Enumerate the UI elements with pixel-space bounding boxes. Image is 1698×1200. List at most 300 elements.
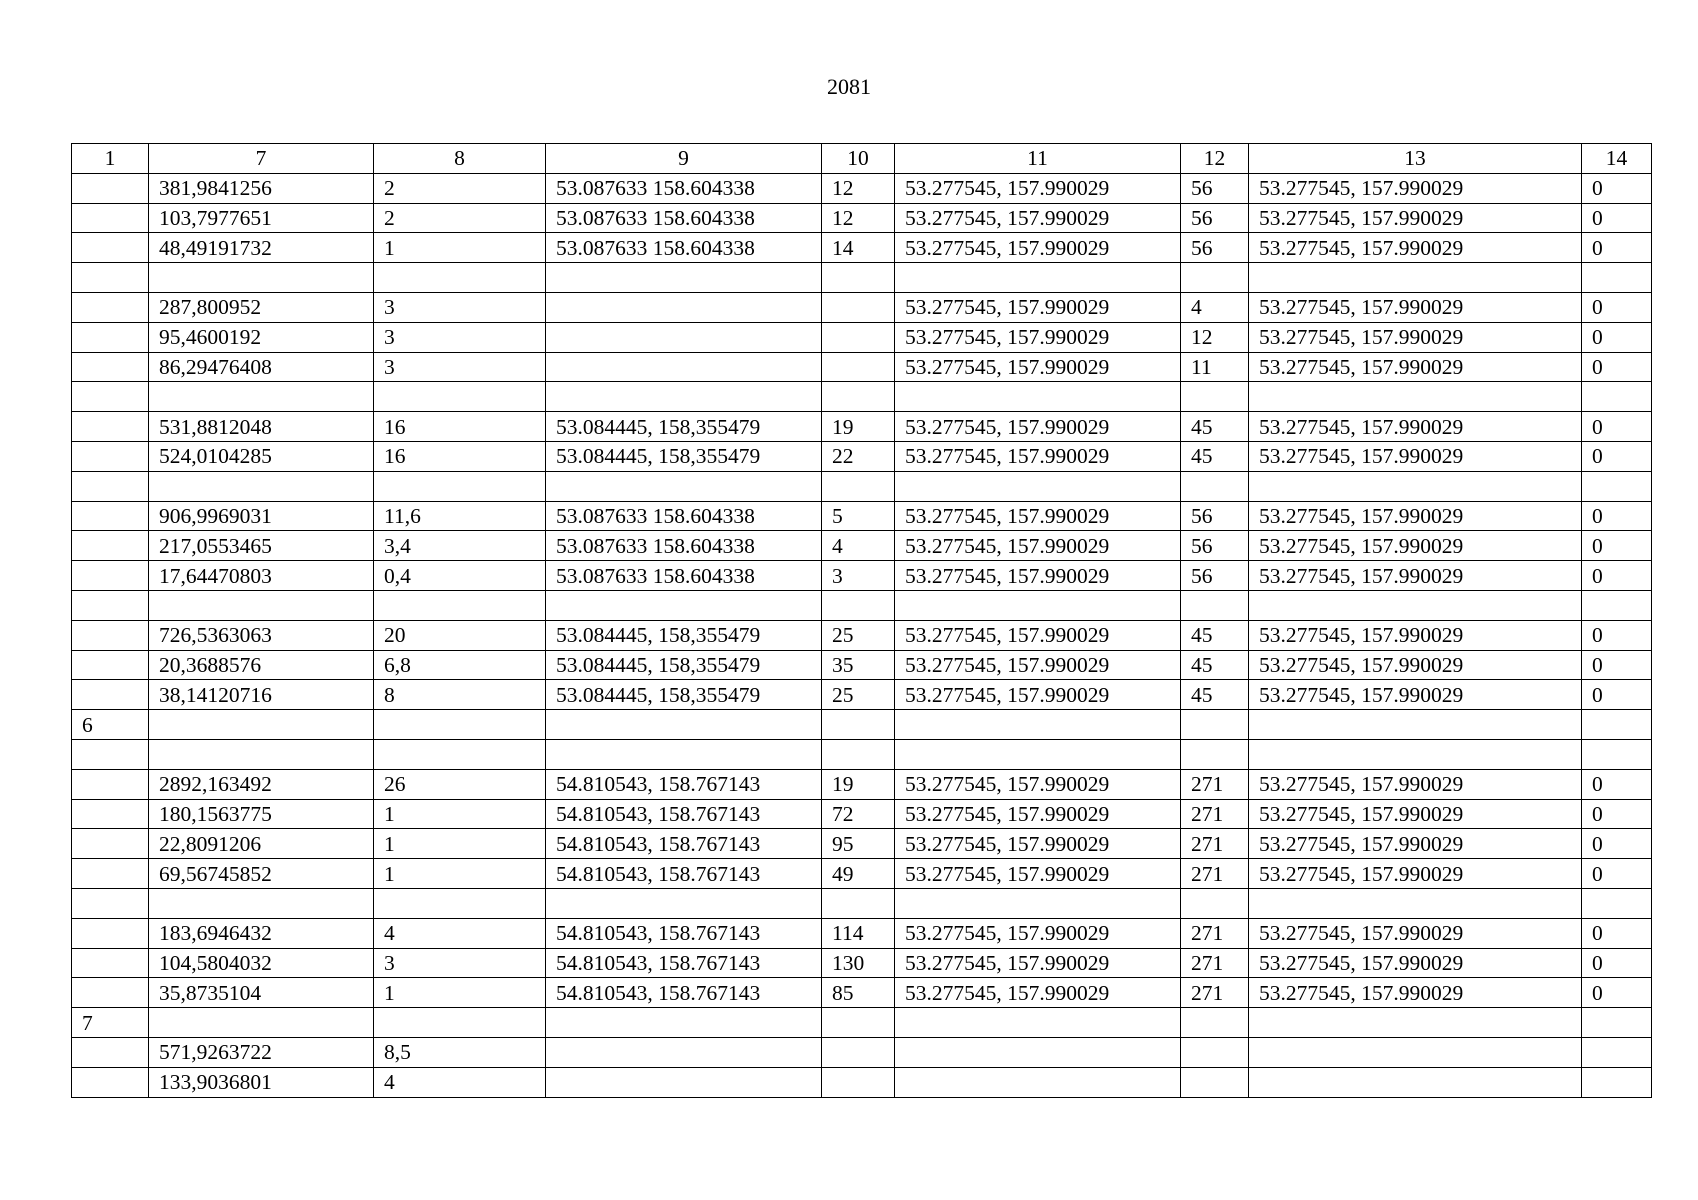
table-cell bbox=[546, 590, 822, 620]
table-body bbox=[72, 144, 1652, 1098]
table-cell: 53.277545, 157.990029 bbox=[895, 769, 1181, 799]
table-cell: 45 bbox=[1181, 650, 1249, 680]
table-cell: 0 bbox=[1582, 531, 1652, 561]
table-cell: 4 bbox=[822, 531, 895, 561]
table-cell bbox=[822, 382, 895, 412]
table-cell bbox=[895, 263, 1181, 293]
table-cell: 6,8 bbox=[374, 650, 546, 680]
table-cell bbox=[1249, 1008, 1582, 1038]
table-row bbox=[72, 620, 1652, 650]
table-row bbox=[72, 382, 1652, 412]
table-cell: 0 bbox=[1582, 203, 1652, 233]
table-cell bbox=[72, 471, 149, 501]
header-cell: 8 bbox=[374, 144, 546, 174]
table-cell bbox=[72, 173, 149, 203]
table-cell bbox=[72, 590, 149, 620]
table-cell bbox=[1249, 1037, 1582, 1067]
table-cell: 53.087633 158.604338 bbox=[546, 233, 822, 263]
table-cell: 53.277545, 157.990029 bbox=[1249, 352, 1582, 382]
table-cell: 53.277545, 157.990029 bbox=[1249, 203, 1582, 233]
table-cell: 0 bbox=[1582, 561, 1652, 591]
table-cell bbox=[1181, 1008, 1249, 1038]
table-cell bbox=[822, 352, 895, 382]
table-cell bbox=[1249, 471, 1582, 501]
table-cell: 1 bbox=[374, 978, 546, 1008]
table-cell: 25 bbox=[822, 680, 895, 710]
table-cell: 1 bbox=[374, 859, 546, 889]
table-cell: 3 bbox=[374, 322, 546, 352]
table-row bbox=[72, 769, 1652, 799]
table-cell bbox=[1582, 1067, 1652, 1097]
table-cell: 53.277545, 157.990029 bbox=[895, 531, 1181, 561]
table-cell: 56 bbox=[1181, 501, 1249, 531]
table-cell bbox=[72, 948, 149, 978]
table-cell bbox=[822, 471, 895, 501]
table-cell: 53.277545, 157.990029 bbox=[1249, 829, 1582, 859]
table-cell: 53.277545, 157.990029 bbox=[895, 561, 1181, 591]
table-row bbox=[72, 471, 1652, 501]
table-cell: 48,49191732 bbox=[149, 233, 374, 263]
table-cell bbox=[1582, 888, 1652, 918]
table-cell bbox=[546, 471, 822, 501]
table-row bbox=[72, 680, 1652, 710]
table-cell: 22 bbox=[822, 441, 895, 471]
table-row bbox=[72, 888, 1652, 918]
table-cell: 53.087633 158.604338 bbox=[546, 501, 822, 531]
header-cell: 9 bbox=[546, 144, 822, 174]
table-row bbox=[72, 322, 1652, 352]
table-cell bbox=[72, 233, 149, 263]
table-cell: 3 bbox=[374, 352, 546, 382]
table-cell: 17,64470803 bbox=[149, 561, 374, 591]
table-row bbox=[72, 918, 1652, 948]
table-cell: 0 bbox=[1582, 948, 1652, 978]
table-cell bbox=[149, 263, 374, 293]
table-cell bbox=[72, 441, 149, 471]
table-cell bbox=[822, 292, 895, 322]
table-cell: 287,800952 bbox=[149, 292, 374, 322]
table-cell bbox=[374, 710, 546, 740]
table-cell bbox=[72, 978, 149, 1008]
table-cell bbox=[822, 888, 895, 918]
table-cell bbox=[895, 1008, 1181, 1038]
table-cell: 35 bbox=[822, 650, 895, 680]
table-cell bbox=[72, 1067, 149, 1097]
table-cell bbox=[895, 590, 1181, 620]
table-cell bbox=[1181, 1037, 1249, 1067]
table-cell bbox=[72, 799, 149, 829]
table-row bbox=[72, 412, 1652, 442]
table-cell: 180,1563775 bbox=[149, 799, 374, 829]
header-cell: 12 bbox=[1181, 144, 1249, 174]
table-cell: 217,0553465 bbox=[149, 531, 374, 561]
table-row bbox=[72, 292, 1652, 322]
table-cell: 56 bbox=[1181, 203, 1249, 233]
table-cell bbox=[895, 1037, 1181, 1067]
table-cell: 4 bbox=[374, 918, 546, 948]
table-cell: 271 bbox=[1181, 859, 1249, 889]
table-cell bbox=[1582, 710, 1652, 740]
table-header-row bbox=[72, 144, 1652, 174]
table-cell bbox=[895, 739, 1181, 769]
table-cell bbox=[546, 382, 822, 412]
table-cell: 53.277545, 157.990029 bbox=[1249, 799, 1582, 829]
table-cell: 12 bbox=[1181, 322, 1249, 352]
table-cell: 53.277545, 157.990029 bbox=[1249, 233, 1582, 263]
table-cell: 53.277545, 157.990029 bbox=[1249, 322, 1582, 352]
table-cell bbox=[72, 531, 149, 561]
table-cell: 1 bbox=[374, 799, 546, 829]
table-cell: 56 bbox=[1181, 531, 1249, 561]
table-cell: 35,8735104 bbox=[149, 978, 374, 1008]
table-cell: 53.277545, 157.990029 bbox=[1249, 441, 1582, 471]
table-cell bbox=[822, 710, 895, 740]
table-cell: 53.084445, 158,355479 bbox=[546, 680, 822, 710]
table-cell: 53.277545, 157.990029 bbox=[1249, 918, 1582, 948]
table-cell: 271 bbox=[1181, 769, 1249, 799]
table-cell bbox=[822, 1067, 895, 1097]
table-cell: 271 bbox=[1181, 978, 1249, 1008]
table-cell: 54.810543, 158.767143 bbox=[546, 859, 822, 889]
table-cell: 103,7977651 bbox=[149, 203, 374, 233]
table-cell: 53.277545, 157.990029 bbox=[1249, 412, 1582, 442]
table-cell: 571,9263722 bbox=[149, 1037, 374, 1067]
table-cell: 12 bbox=[822, 173, 895, 203]
table-cell: 0 bbox=[1582, 352, 1652, 382]
header-cell: 7 bbox=[149, 144, 374, 174]
table-cell: 0,4 bbox=[374, 561, 546, 591]
table-cell: 0 bbox=[1582, 173, 1652, 203]
table-cell bbox=[149, 739, 374, 769]
table-cell bbox=[895, 888, 1181, 918]
table-cell bbox=[149, 710, 374, 740]
table-row bbox=[72, 1067, 1652, 1097]
table-cell: 0 bbox=[1582, 680, 1652, 710]
table-cell: 0 bbox=[1582, 441, 1652, 471]
header-cell: 13 bbox=[1249, 144, 1582, 174]
table-cell bbox=[1181, 590, 1249, 620]
table-cell bbox=[546, 263, 822, 293]
table-cell: 53.277545, 157.990029 bbox=[1249, 859, 1582, 889]
table-cell bbox=[895, 382, 1181, 412]
table-cell: 45 bbox=[1181, 620, 1249, 650]
table-cell: 53.084445, 158,355479 bbox=[546, 441, 822, 471]
table-cell: 53.277545, 157.990029 bbox=[895, 233, 1181, 263]
header-cell: 11 bbox=[895, 144, 1181, 174]
table-cell: 54.810543, 158.767143 bbox=[546, 769, 822, 799]
table-cell bbox=[374, 471, 546, 501]
table-cell bbox=[822, 739, 895, 769]
table-cell bbox=[72, 1037, 149, 1067]
table-cell: 53.087633 158.604338 bbox=[546, 561, 822, 591]
table-cell bbox=[1582, 382, 1652, 412]
table-row bbox=[72, 352, 1652, 382]
table-cell bbox=[1582, 1037, 1652, 1067]
table-cell bbox=[72, 829, 149, 859]
table-row bbox=[72, 173, 1652, 203]
table-cell: 53.087633 158.604338 bbox=[546, 203, 822, 233]
table-cell bbox=[546, 1008, 822, 1038]
table-cell: 53.277545, 157.990029 bbox=[895, 352, 1181, 382]
table-cell: 72 bbox=[822, 799, 895, 829]
table-cell: 53.277545, 157.990029 bbox=[895, 322, 1181, 352]
table-row bbox=[72, 531, 1652, 561]
table-cell bbox=[72, 769, 149, 799]
table-cell bbox=[1181, 1067, 1249, 1097]
table-cell bbox=[822, 1037, 895, 1067]
table-cell: 53.277545, 157.990029 bbox=[1249, 173, 1582, 203]
table-cell bbox=[72, 412, 149, 442]
table-row bbox=[72, 501, 1652, 531]
table-cell: 56 bbox=[1181, 233, 1249, 263]
table-cell: 54.810543, 158.767143 bbox=[546, 978, 822, 1008]
table-row bbox=[72, 829, 1652, 859]
table-cell bbox=[149, 590, 374, 620]
table-cell: 95,4600192 bbox=[149, 322, 374, 352]
table-row bbox=[72, 650, 1652, 680]
table-row bbox=[72, 948, 1652, 978]
table-cell: 7 bbox=[72, 1008, 149, 1038]
table-cell bbox=[72, 203, 149, 233]
table-cell bbox=[1249, 710, 1582, 740]
table-cell bbox=[149, 471, 374, 501]
table-cell: 133,9036801 bbox=[149, 1067, 374, 1097]
table-cell bbox=[546, 710, 822, 740]
header-cell: 10 bbox=[822, 144, 895, 174]
table-cell: 3 bbox=[822, 561, 895, 591]
table-cell: 5 bbox=[822, 501, 895, 531]
table-cell: 726,5363063 bbox=[149, 620, 374, 650]
table-cell bbox=[72, 263, 149, 293]
table-cell: 11 bbox=[1181, 352, 1249, 382]
table-cell bbox=[374, 590, 546, 620]
table-cell bbox=[72, 561, 149, 591]
table-cell: 26 bbox=[374, 769, 546, 799]
table-row bbox=[72, 859, 1652, 889]
table-cell bbox=[546, 1067, 822, 1097]
table-cell bbox=[374, 263, 546, 293]
table-cell: 14 bbox=[822, 233, 895, 263]
table-cell: 25 bbox=[822, 620, 895, 650]
table-cell: 69,56745852 bbox=[149, 859, 374, 889]
table-cell bbox=[546, 888, 822, 918]
table-cell: 20,3688576 bbox=[149, 650, 374, 680]
table-cell: 56 bbox=[1181, 561, 1249, 591]
table-cell bbox=[546, 1037, 822, 1067]
table-cell bbox=[822, 322, 895, 352]
table-cell: 0 bbox=[1582, 799, 1652, 829]
table-cell bbox=[1582, 1008, 1652, 1038]
table-cell bbox=[1181, 471, 1249, 501]
table-cell: 53.277545, 157.990029 bbox=[895, 829, 1181, 859]
table-cell: 130 bbox=[822, 948, 895, 978]
table-cell: 3 bbox=[374, 948, 546, 978]
table-cell: 38,14120716 bbox=[149, 680, 374, 710]
table-row bbox=[72, 799, 1652, 829]
table-row bbox=[72, 203, 1652, 233]
table-cell: 271 bbox=[1181, 829, 1249, 859]
table-row bbox=[72, 590, 1652, 620]
table-cell bbox=[1582, 590, 1652, 620]
table-cell bbox=[1181, 263, 1249, 293]
table-cell: 271 bbox=[1181, 948, 1249, 978]
table-cell bbox=[374, 739, 546, 769]
table-cell bbox=[72, 650, 149, 680]
table-cell: 45 bbox=[1181, 680, 1249, 710]
table-cell: 16 bbox=[374, 441, 546, 471]
table-cell: 1 bbox=[374, 233, 546, 263]
table-cell: 53.277545, 157.990029 bbox=[895, 978, 1181, 1008]
table-row bbox=[72, 1037, 1652, 1067]
table-cell bbox=[1249, 739, 1582, 769]
table-cell: 8 bbox=[374, 680, 546, 710]
table-cell: 8,5 bbox=[374, 1037, 546, 1067]
table-cell bbox=[822, 590, 895, 620]
table-cell: 11,6 bbox=[374, 501, 546, 531]
table-cell: 4 bbox=[374, 1067, 546, 1097]
table-cell bbox=[822, 263, 895, 293]
table-cell: 22,8091206 bbox=[149, 829, 374, 859]
table-cell: 271 bbox=[1181, 799, 1249, 829]
table-cell: 3 bbox=[374, 292, 546, 322]
table-cell: 45 bbox=[1181, 441, 1249, 471]
table-cell: 20 bbox=[374, 620, 546, 650]
table-cell bbox=[72, 322, 149, 352]
table-cell: 53.277545, 157.990029 bbox=[1249, 501, 1582, 531]
table-cell bbox=[72, 292, 149, 322]
table-cell: 53.277545, 157.990029 bbox=[895, 948, 1181, 978]
table-cell: 53.277545, 157.990029 bbox=[1249, 561, 1582, 591]
table-cell bbox=[1181, 888, 1249, 918]
table-cell: 53.277545, 157.990029 bbox=[895, 292, 1181, 322]
table-cell bbox=[72, 382, 149, 412]
table-cell: 53.277545, 157.990029 bbox=[895, 620, 1181, 650]
table-cell: 906,9969031 bbox=[149, 501, 374, 531]
table-cell bbox=[1249, 590, 1582, 620]
table-cell: 6 bbox=[72, 710, 149, 740]
table-cell: 53.084445, 158,355479 bbox=[546, 650, 822, 680]
table-cell bbox=[1249, 382, 1582, 412]
table-cell bbox=[546, 322, 822, 352]
table-row bbox=[72, 263, 1652, 293]
table-cell: 53.084445, 158,355479 bbox=[546, 620, 822, 650]
table-cell bbox=[72, 888, 149, 918]
table-cell: 53.277545, 157.990029 bbox=[1249, 292, 1582, 322]
header-cell: 1 bbox=[72, 144, 149, 174]
table-cell bbox=[149, 1008, 374, 1038]
table-cell bbox=[895, 710, 1181, 740]
table-cell: 49 bbox=[822, 859, 895, 889]
table-cell: 3,4 bbox=[374, 531, 546, 561]
table-cell bbox=[149, 888, 374, 918]
table-cell: 53.277545, 157.990029 bbox=[895, 799, 1181, 829]
table-cell bbox=[374, 1008, 546, 1038]
table-cell bbox=[546, 292, 822, 322]
table-cell: 54.810543, 158.767143 bbox=[546, 829, 822, 859]
table-cell: 0 bbox=[1582, 233, 1652, 263]
table-cell bbox=[72, 620, 149, 650]
table-cell: 1 bbox=[374, 829, 546, 859]
table-cell: 53.277545, 157.990029 bbox=[895, 173, 1181, 203]
table-cell bbox=[1181, 739, 1249, 769]
table-cell bbox=[1582, 471, 1652, 501]
table-row bbox=[72, 710, 1652, 740]
table-cell: 2 bbox=[374, 203, 546, 233]
table-cell bbox=[1582, 263, 1652, 293]
table-cell: 53.277545, 157.990029 bbox=[1249, 769, 1582, 799]
table-cell: 54.810543, 158.767143 bbox=[546, 918, 822, 948]
table-cell bbox=[72, 352, 149, 382]
table-cell: 53.277545, 157.990029 bbox=[895, 650, 1181, 680]
table-cell: 53.277545, 157.990029 bbox=[895, 680, 1181, 710]
table-cell bbox=[149, 382, 374, 412]
table-cell bbox=[895, 1067, 1181, 1097]
table-cell: 53.277545, 157.990029 bbox=[895, 918, 1181, 948]
header-cell: 14 bbox=[1582, 144, 1652, 174]
table-cell bbox=[72, 918, 149, 948]
table-cell: 0 bbox=[1582, 978, 1652, 1008]
table-row bbox=[72, 739, 1652, 769]
table-cell: 0 bbox=[1582, 292, 1652, 322]
table-cell bbox=[374, 888, 546, 918]
table-cell: 19 bbox=[822, 412, 895, 442]
table-cell: 53.084445, 158,355479 bbox=[546, 412, 822, 442]
table-cell: 2 bbox=[374, 173, 546, 203]
table-cell: 85 bbox=[822, 978, 895, 1008]
table-cell: 53.277545, 157.990029 bbox=[1249, 680, 1582, 710]
table-cell: 53.087633 158.604338 bbox=[546, 531, 822, 561]
table-cell: 53.277545, 157.990029 bbox=[895, 412, 1181, 442]
table-cell: 183,6946432 bbox=[149, 918, 374, 948]
table-cell: 53.087633 158.604338 bbox=[546, 173, 822, 203]
table-cell: 271 bbox=[1181, 918, 1249, 948]
table-row bbox=[72, 441, 1652, 471]
table-cell: 53.277545, 157.990029 bbox=[895, 501, 1181, 531]
table-cell bbox=[72, 501, 149, 531]
table-cell: 86,29476408 bbox=[149, 352, 374, 382]
table-cell: 56 bbox=[1181, 173, 1249, 203]
table-cell: 0 bbox=[1582, 412, 1652, 442]
table-cell: 53.277545, 157.990029 bbox=[1249, 620, 1582, 650]
table-cell: 4 bbox=[1181, 292, 1249, 322]
table-cell bbox=[1181, 382, 1249, 412]
table-cell bbox=[1249, 1067, 1582, 1097]
table-cell: 54.810543, 158.767143 bbox=[546, 799, 822, 829]
table-cell bbox=[72, 680, 149, 710]
table-cell: 0 bbox=[1582, 859, 1652, 889]
table-cell: 19 bbox=[822, 769, 895, 799]
table-cell: 54.810543, 158.767143 bbox=[546, 948, 822, 978]
table-cell: 0 bbox=[1582, 322, 1652, 352]
table-cell: 45 bbox=[1181, 412, 1249, 442]
table-cell: 53.277545, 157.990029 bbox=[1249, 650, 1582, 680]
data-table bbox=[71, 143, 1652, 1098]
table-cell: 531,8812048 bbox=[149, 412, 374, 442]
table-row bbox=[72, 561, 1652, 591]
table-cell bbox=[1249, 888, 1582, 918]
table-row bbox=[72, 233, 1652, 263]
table-row bbox=[72, 1008, 1652, 1038]
table-cell: 0 bbox=[1582, 650, 1652, 680]
table-cell: 53.277545, 157.990029 bbox=[1249, 978, 1582, 1008]
table-cell bbox=[546, 352, 822, 382]
table-cell bbox=[1582, 739, 1652, 769]
table-cell: 53.277545, 157.990029 bbox=[895, 203, 1181, 233]
table-cell: 114 bbox=[822, 918, 895, 948]
table-cell: 0 bbox=[1582, 620, 1652, 650]
page-number: 2081 bbox=[827, 74, 871, 99]
table-cell bbox=[1249, 263, 1582, 293]
